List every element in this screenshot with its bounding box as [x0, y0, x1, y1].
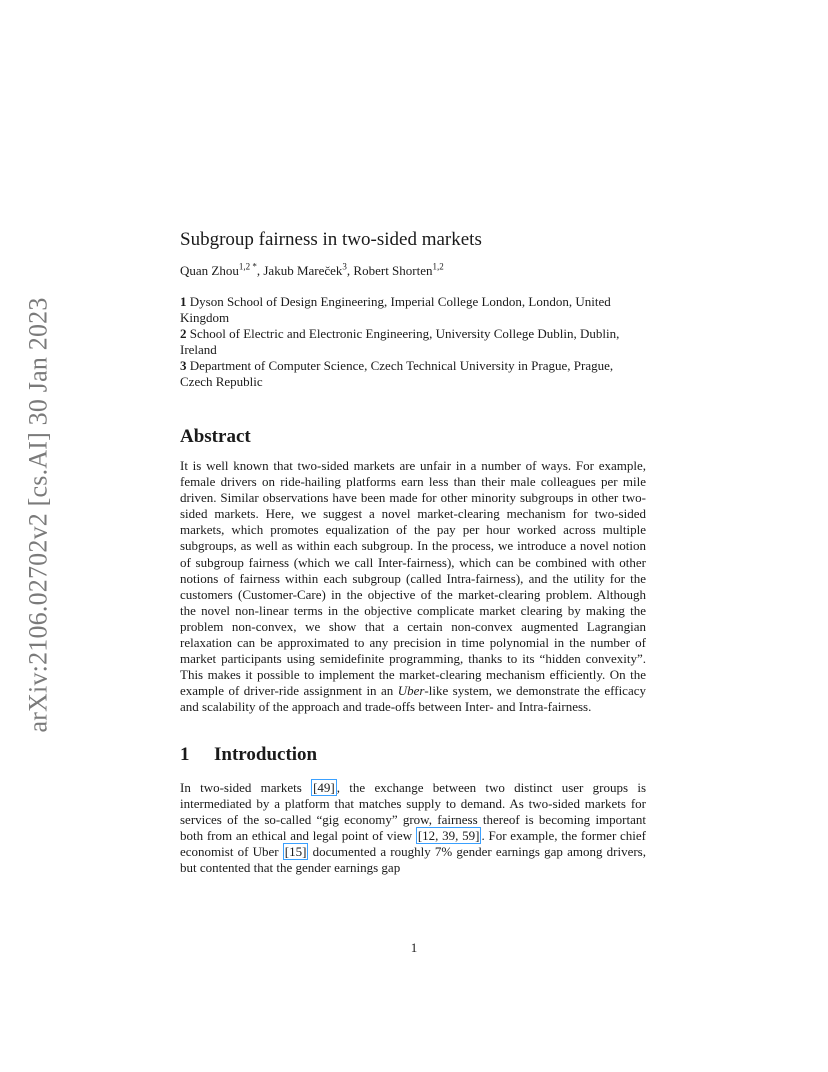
author-affiliation-marker: 1,2	[432, 261, 444, 272]
abstract-text-part: It is well known that two-sided markets are unfair in a number of ways. For example, female drivers on ride-hailing platforms earn less than their male colleagues per mile driven. Similar observations have been made for other minority subgroups in other two-sided markets. Here, we suggest a novel market-clearing mechanism for two-sided markets, which promotes equalization of the pay per hour worked across multiple subgroups, as well as within each subgroup. In the process, we introduce a novel notion of subgroup fairness (which we call Inter-fairness), which can be combined with other notions of fairness within each subgroup (called Intra-fairness), and the utility for the customers (Customer-Care) in the objective of the market-clearing problem. Although the novel non-linear terms in the objective complicate market clearing by making the problem non-convex, we show that a certain non-convex augmented Lagrangian relaxation can be approximated to any precision in time polynomial in the number of market participants using semidefinite programming, thanks to its “hidden convexity”. This makes it possible to implement the market-clearing mechanism efficiently. On the example of driver-ride assignment in an	[180, 458, 646, 699]
citation-link[interactable]: [49]	[313, 779, 335, 795]
arxiv-identifier: arXiv:2106.02702v2 [cs.AI] 30 Jan 2023	[24, 297, 53, 733]
page-number: 1	[410, 940, 418, 955]
abstract-italic-term: Uber	[397, 683, 425, 699]
citation-link[interactable]: [12, 39, 59]	[417, 827, 480, 843]
affiliation	[180, 294, 646, 326]
affiliation	[180, 326, 646, 358]
intro-text-part: documented a roughly 7% gender earnings gap among drivers, but contented that the gender earnings gap	[180, 843, 646, 875]
arxiv-stamp	[22, 298, 56, 732]
affiliation-text: Dyson School of Design Engineering, Imperial College London, London, United Kingdom	[180, 294, 611, 325]
citation-link[interactable]: [15]	[284, 843, 307, 859]
affiliation-text: Department of Computer Science, Czech Technical University in Prague, Prague, Czech Republic	[180, 358, 614, 389]
abstract-heading: Abstract	[180, 426, 251, 447]
author-name: Jakub Mareček	[263, 263, 343, 278]
author-list: Quan Zhou$^{1,2 *}$, Jakub Mareček$^3$, Robert Shorten$^{1,2}$	[180, 261, 444, 278]
author-affiliation-marker: 1,2 *	[238, 261, 257, 272]
affiliation-list	[180, 294, 646, 390]
affiliation-number: 3	[180, 358, 187, 373]
paper-title: Subgroup fairness in two-sided markets	[180, 229, 482, 250]
affiliation-number: 2	[180, 326, 187, 341]
intro-text-part: In two-sided markets	[180, 779, 312, 795]
introduction-text	[180, 780, 646, 877]
abstract-text	[180, 458, 646, 716]
affiliation-text: School of Electric and Electronic Engineering, University College Dublin, Dublin, Ireland	[180, 326, 620, 357]
section-title: Introduction	[214, 743, 318, 765]
author-name: Quan Zhou	[180, 263, 239, 278]
affiliation-number: 1	[180, 294, 187, 309]
section-heading-introduction	[180, 744, 646, 766]
intro-text-part: . For example, the former chief economist of Uber	[180, 827, 646, 859]
paper-first-page	[180, 228, 646, 876]
intro-text-part: , the exchange between two distinct user groups is intermediated by a platform that matches supply to demand. As two-sided markets for services of the so-called “gig economy” grow, fairness thereof is becoming important both from an ethical and legal point of view	[180, 779, 646, 843]
section-number: 1	[180, 743, 190, 765]
abstract-text-part: -like system, we demonstrate the efficacy and scalability of the approach and trade-offs between Inter- and Intra-fairness.	[180, 683, 646, 715]
author-affiliation-marker: 3	[342, 261, 347, 272]
affiliation	[180, 358, 646, 390]
author-name: Robert Shorten	[353, 263, 433, 278]
